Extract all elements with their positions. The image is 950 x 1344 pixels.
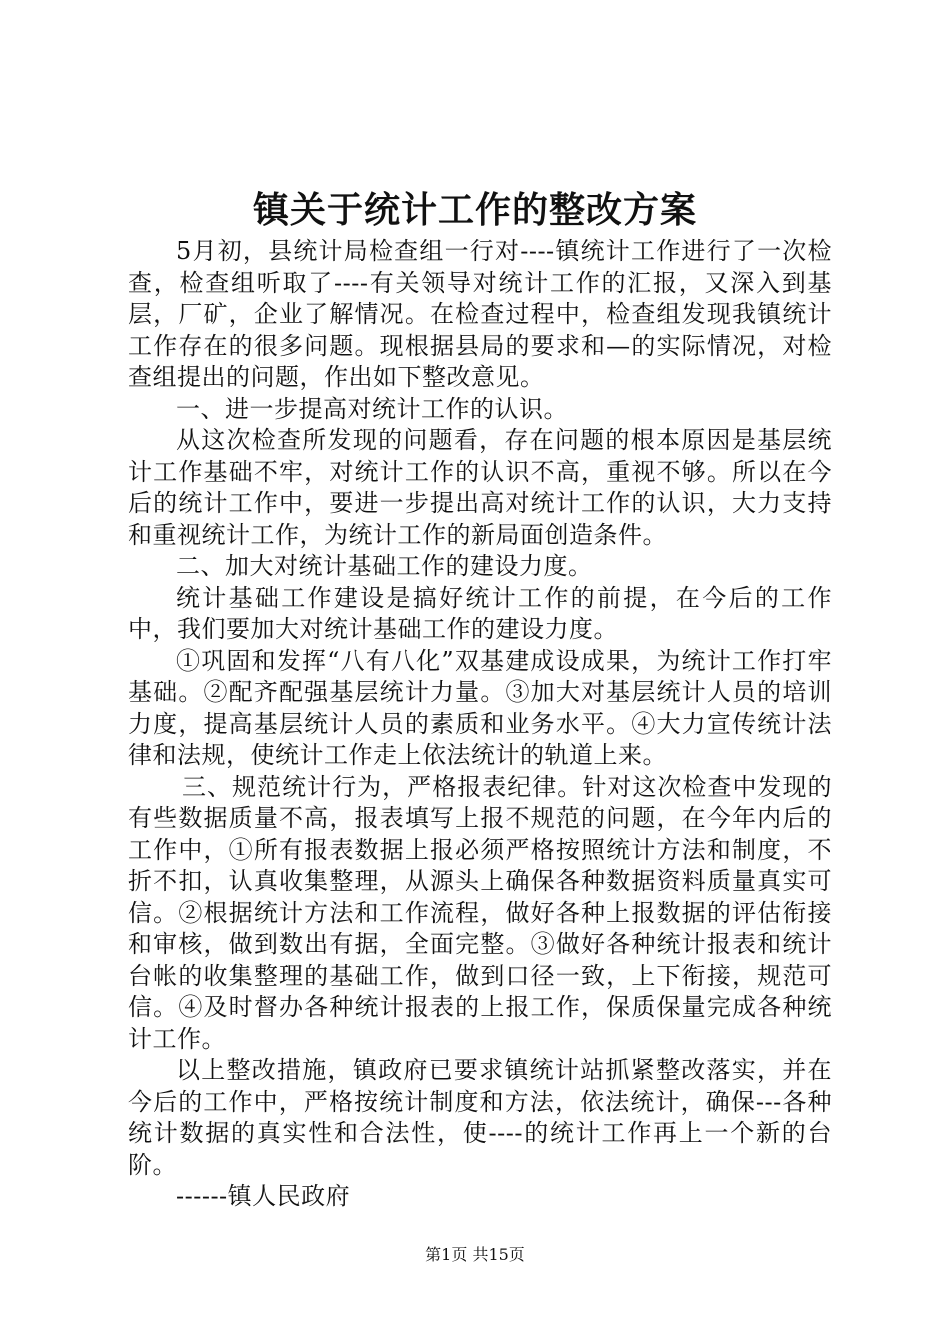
- document-body: [128, 236, 832, 1213]
- page-number: 第1页 共15页: [425, 1245, 525, 1264]
- heading-section-1: 一、进一步提高对统计工作的认识。: [176, 394, 568, 423]
- paragraph-intro: 5月初，县统计局检查组一行对----镇统计工作进行了一次检查，检查组听取了----有关领导对统计工作的汇报，又深入到基层，厂矿，企业了解情况。在检查过程中，检查组发现我镇统计工作存在的很多问题。现根据县局的要求和—的实际情况，对检查组提出的问题，作出如下整改意见。: [128, 237, 832, 391]
- paragraph-section-2: 统计基础工作建设是搞好统计工作的前提，在今后的工作中，我们要加大对统计基础工作的建设力度。: [128, 583, 832, 643]
- paragraph-conclusion: 以上整改措施，镇政府已要求镇统计站抓紧整改落实，并在今后的工作中，严格按统计制度和方法，依法统计，确保---各种统计数据的真实性和合法性，使----的统计工作再上一个新的台阶。: [128, 1056, 832, 1179]
- paragraph-section-2-measures: ①巩固和发挥“八有八化”双基建成设成果，为统计工作打牢基础。②配齐配强基层统计力量。③加大对基层统计人员的培训力度，提高基层统计人员的素质和业务水平。④大力宣传统计法律和法规，使统计工作走上依法统计的轨道上来。: [128, 646, 832, 769]
- signature: ------镇人民政府: [176, 1182, 351, 1210]
- paragraph-section-3: 三、规范统计行为，严格报表纪律。针对这次检查中发现的有些数据质量不高，报表填写上报不规范的问题，在今年内后的工作中，①所有报表数据上报必须严格按照统计方法和制度，不折不扣，认真收集整理，从源头上确保各种数据资料质量真实可信。②根据统计方法和工作流程，做好各种上报数据的评估衔接和审核，做到数出有据，全面完整。③做好各种统计报表和统计台帐的收集整理的基础工作，做到口径一致，上下衔接，规范可信。④及时督办各种统计报表的上报工作，保质保量完成各种统计工作。: [128, 772, 832, 1053]
- heading-section-2: 二、加大对统计基础工作的建设力度。: [176, 552, 593, 580]
- paragraph-section-1: 从这次检查所发现的问题看，存在问题的根本原因是基层统计工作基础不牢，对统计工作的认识不高，重视不够。所以在今后的统计工作中，要进一步提出高对统计工作的认识，大力支持和重视统计工作，为统计工作的新局面创造条件。: [128, 426, 832, 549]
- document-title: 镇关于统计工作的整改方案: [252, 189, 697, 231]
